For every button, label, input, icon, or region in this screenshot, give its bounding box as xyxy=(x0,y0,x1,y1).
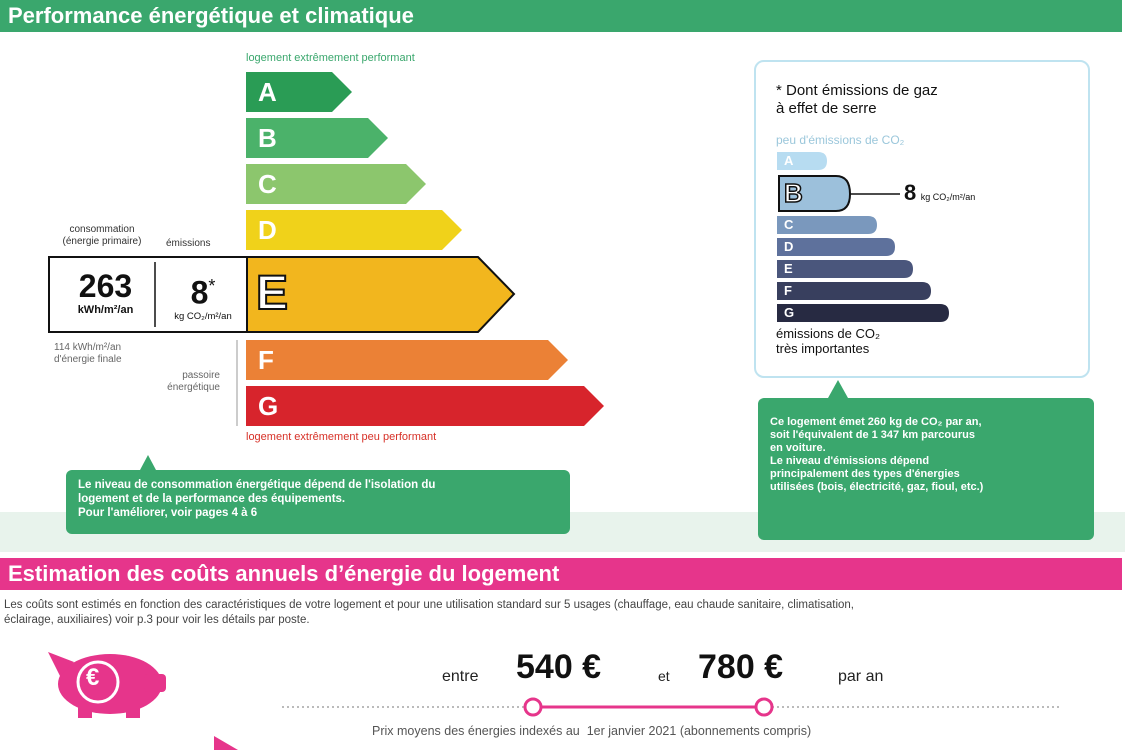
costs-word-and: et xyxy=(658,668,670,684)
ges-info-callout xyxy=(758,398,1094,540)
ges-callout-line: en voiture. xyxy=(770,442,826,454)
ges-bar-g xyxy=(777,304,949,322)
ges-callout-line: Le niveau d'émissions dépend xyxy=(770,455,930,467)
costs-max-value: 780 € xyxy=(698,648,784,686)
scale-bottom-label: logement extrêmement peu performant xyxy=(246,431,437,443)
ges-letter-b-current: B xyxy=(784,178,803,208)
energy-callout-line: Pour l'améliorer, voir pages 4 à 6 xyxy=(78,507,258,519)
costs-section-title: Estimation des coûts annuels d’énergie du logement xyxy=(0,558,1122,590)
consumption-unit: kWh/m²/an xyxy=(77,304,134,316)
ges-letter-c: C xyxy=(784,217,794,232)
consumption-header-line1: consommation xyxy=(69,224,135,235)
ges-value-block xyxy=(904,180,975,206)
ges-bar-f xyxy=(777,282,931,300)
costs-intro-line2: éclairage, auxiliaires) voir p.3 pour voir les détails par poste. xyxy=(4,614,310,626)
rating-letter-b: B xyxy=(258,123,277,153)
cost-range-bar xyxy=(0,690,1125,720)
emissions-unit: kg CO₂/m²/an xyxy=(174,310,232,322)
ges-callout-line: soit l'équivalent de 1 347 km parcourus xyxy=(770,429,975,441)
ges-title-line2: à effet de serre xyxy=(776,100,877,117)
emissions-value: 8 xyxy=(190,274,209,311)
ges-callout-line: utilisées (bois, électricité, gaz, fioul, etc.) xyxy=(770,481,984,493)
ges-bar-d xyxy=(777,238,895,256)
ges-title-line1: * Dont émissions de gaz xyxy=(776,82,938,99)
energy-callout-line: Le niveau de consommation énergétique dépend de l'isolation du xyxy=(78,479,436,491)
ges-callout-line: principalement des types d'énergies xyxy=(770,468,960,480)
consumption-header-line2: (énergie primaire) xyxy=(62,236,142,247)
rating-letter-c: C xyxy=(258,169,277,199)
ges-bottom-line2: très importantes xyxy=(776,341,870,356)
price-note: Prix moyens des énergies indexés au 1er janvier 2021 (abonnements compris) xyxy=(372,724,812,738)
ges-letter-a: A xyxy=(784,153,794,168)
ges-bar-e xyxy=(777,260,913,278)
ges-letter-g: G xyxy=(784,305,795,320)
ges-letter-e: E xyxy=(784,261,793,276)
ges-bottom-line1: émissions de CO₂ xyxy=(776,326,881,341)
final-energy-value: 114 kWh/m²/an xyxy=(54,342,122,353)
ges-letter-d: D xyxy=(784,239,794,254)
rating-letter-f: F xyxy=(258,345,274,375)
passoire-line1: passoire xyxy=(182,370,220,381)
ges-bottom-label xyxy=(776,326,880,356)
costs-word-between: entre xyxy=(442,668,479,685)
piggy-euro-symbol: € xyxy=(86,664,100,691)
costs-min-value: 540 € xyxy=(516,648,602,686)
costs-intro-line1: Les coûts sont estimés en fonction des caractéristiques de votre logement et pour une utilisation standard sur 5 usages (chauffage, eau chaude sanitaire, climatisation, xyxy=(4,599,855,611)
ges-top-label: peu d'émissions de CO₂ xyxy=(776,133,905,147)
cost-range-max-marker xyxy=(756,699,772,715)
ges-unit: kg CO₂/m²/an xyxy=(920,192,976,202)
costs-intro xyxy=(4,598,1122,628)
rating-letter-e-current: E xyxy=(256,267,289,320)
ges-value: 8 xyxy=(904,180,917,205)
passoire-line2: énergétique xyxy=(167,382,220,393)
emissions-star: * xyxy=(208,276,216,296)
consumption-value: 263 xyxy=(78,268,133,304)
rating-letter-g: G xyxy=(258,391,279,421)
energy-callout-line: logement et de la performance des équipements. xyxy=(78,493,346,505)
emissions-header: émissions xyxy=(166,238,211,249)
costs-per-year: par an xyxy=(838,668,884,685)
cost-range-min-marker xyxy=(525,699,541,715)
ges-letter-f: F xyxy=(784,283,792,298)
scale-top-label: logement extrêmement performant xyxy=(246,52,415,64)
arrow-marker-icon xyxy=(212,736,242,750)
performance-section-title: Performance énergétique et climatique xyxy=(0,0,1122,32)
rating-letter-a: A xyxy=(258,77,277,107)
final-energy-caption: d'énergie finale xyxy=(54,354,122,365)
ges-callout-line: Ce logement émet 260 kg de CO₂ par an, xyxy=(770,416,982,428)
rating-letter-d: D xyxy=(258,215,277,245)
